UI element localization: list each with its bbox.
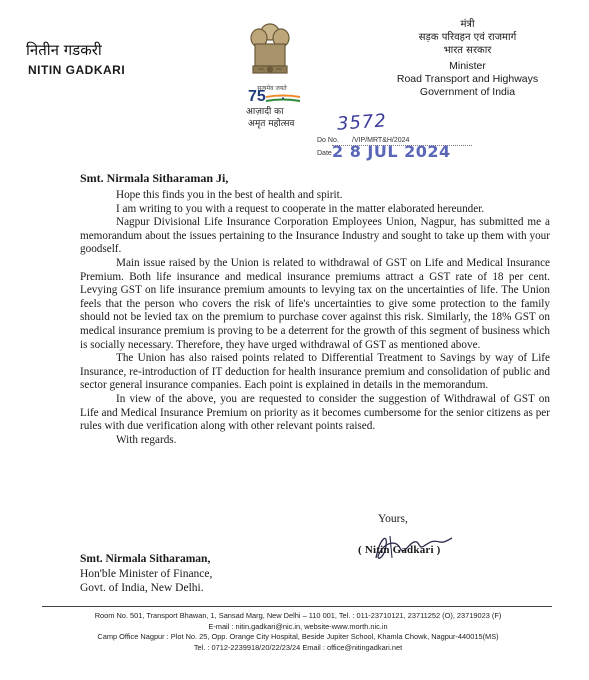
addressee-title: Hon'ble Minister of Finance,: [80, 568, 213, 580]
azadi-logo-number: 75: [248, 88, 266, 105]
footer-line-3: Camp Office Nagpur : Plot No. 25, Opp. Orange City Hospital, Beside Jupiter School, Khamla Chowk, Nagpur-440015(MS): [97, 632, 499, 641]
designation-hindi-2: सड़क परिवहन एवं राजमार्ग: [418, 32, 517, 43]
minister-name-hindi: नितीन गडकरी: [26, 41, 102, 59]
designation-hindi-3: भारत सरकार: [443, 45, 492, 56]
signatory-name: ( Nitin Gadkari ): [358, 544, 441, 556]
addressee-place: Govt. of India, New Delhi.: [80, 582, 204, 594]
salutation: Smt. Nirmala Sitharaman Ji,: [80, 171, 229, 185]
do-number-label: Do No.: [317, 137, 339, 144]
designation-english-1: Minister: [449, 60, 486, 72]
do-number-value: /VIP/MRT&H/2024: [352, 137, 410, 144]
minister-name-english: NITIN GADKARI: [28, 63, 126, 77]
paragraph: The Union has also raised points related to Differential Treatment to Savings by way of Life Insurance, re-introduction of IT deduction for health insurance premium and consolidation of public and sector general insurance companies. Each point is explained in details in the memorandum.: [80, 352, 550, 392]
emblem-motto: सत्यमेव जयते: [257, 85, 287, 92]
letterhead-footer: [44, 611, 552, 653]
letter-body: [80, 189, 550, 447]
azadi-logo-line1: आज़ादी का: [246, 107, 284, 117]
national-emblem-icon: [246, 18, 294, 88]
paragraph: Hope this finds you in the best of health and spirit.: [116, 189, 343, 201]
footer-line-2: E-mail : nitin.gadkari@nic.in, website-www.morth.nic.in: [208, 621, 388, 631]
designation-hindi-1: मंत्री: [460, 19, 475, 30]
paragraph: Main issue raised by the Union is related to withdrawal of GST on Life and Medical Insurance Premium. Both life insurance and medical insurance premiums attract a GST rate of 18 per cent. Levying GST on life insurance premium amounts to levying tax on the uncertainties of life. The Union feels that the person who covers the risk of life's uncertainties to give some protection to the family should not be levied tax on the premium to purchase cover against this risk. Similarly, the 18% GST on medical insurance premium is proving to be a deterrent for the growth of this segment of business which is socially necessary. Therefore, they have urged withdrawal of GST as mentioned above.: [80, 256, 550, 351]
handwritten-reference-number: 3572: [336, 110, 388, 135]
azadi-logo-line2: अमृत महोत्सव: [248, 119, 295, 129]
footer-line-1: Room No. 501, Transport Bhawan, 1, Sansad Marg, New Delhi – 110 001, Tel. : 011-23710121, 23711252 (O), 23719023 (F): [94, 611, 502, 620]
paragraph: With regards.: [116, 433, 177, 446]
paragraph: In view of the above, you are requested to consider the suggestion of Withdrawal of GST on Life and Medical Insurance Premium on priority as it becomes cumbersome for the senior citizens as per rules with due verification along with other relevant points raised.: [80, 392, 550, 433]
date-label: Date: [317, 150, 332, 157]
paragraph: I am writing to you with a request to cooperate in the matter elaborated hereunder.: [116, 202, 485, 215]
closing: Yours,: [378, 513, 408, 525]
addressee-name: Smt. Nirmala Sitharaman,: [80, 553, 211, 565]
designation-block: [380, 18, 555, 99]
footer-divider: [42, 606, 552, 607]
date-stamp: 2 8 JUL 2024: [332, 142, 451, 161]
tricolour-flag-icon: [266, 94, 300, 104]
footer-line-4: Tel. : 0712-2239918/20/22/23/24 Email : office@nitingadkari.net: [193, 642, 403, 652]
paragraph: Nagpur Divisional Life Insurance Corporation Employees Union, Nagpur, has submitted me a memorandum about the issues pertaining to the Insurance Industry and sought to take up them with your goodself.: [80, 216, 550, 256]
designation-english-2: Road Transport and Highways: [396, 73, 539, 85]
designation-english-3: Government of India: [419, 86, 516, 98]
